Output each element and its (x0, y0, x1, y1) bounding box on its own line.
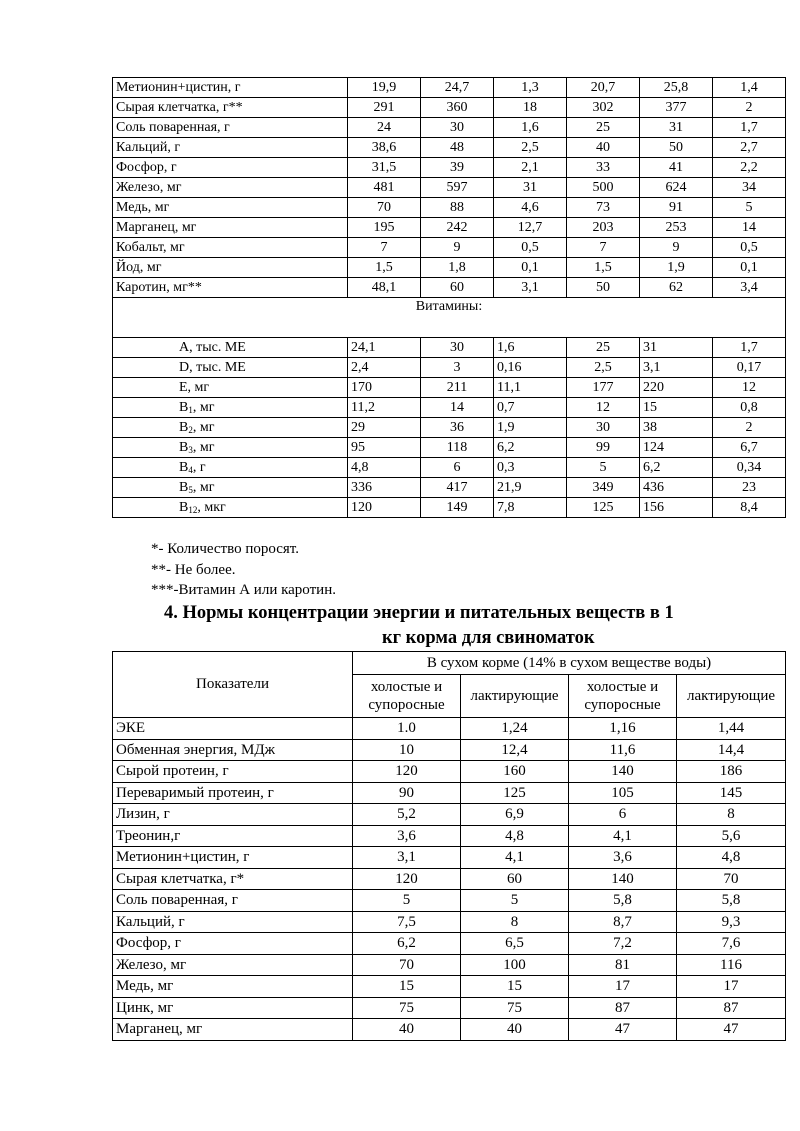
table-cell: 6,9 (461, 804, 569, 826)
table-cell: 1,5 (567, 258, 640, 278)
table-cell: 50 (567, 278, 640, 298)
table-cell: 170 (348, 378, 421, 398)
table-row (113, 718, 786, 740)
vitamin-name: $В_{12}$, мкг (113, 498, 348, 518)
table-cell: 2,4 (348, 358, 421, 378)
table-cell: 12,4 (461, 739, 569, 761)
footnotes (151, 539, 336, 601)
vitamins-section-row (113, 298, 786, 338)
table-cell: 90 (353, 782, 461, 804)
table-cell: 15 (353, 976, 461, 998)
table-cell: 0,16 (494, 358, 567, 378)
table-row (113, 178, 786, 198)
table-row (113, 976, 786, 998)
table-cell: 0,3 (494, 458, 567, 478)
vitamin-row (113, 418, 786, 438)
nutrient-table-continued (112, 77, 786, 518)
indicator-header: Показатели (113, 652, 353, 718)
table-cell: 1,9 (640, 258, 713, 278)
table-cell: 88 (421, 198, 494, 218)
table-row (113, 868, 786, 890)
table-cell: Сырой протеин, г (113, 761, 353, 783)
table-row (113, 118, 786, 138)
table-cell: 7 (567, 238, 640, 258)
table-cell: Каротин, мг** (113, 278, 348, 298)
table-cell: Фосфор, г (113, 158, 348, 178)
table-cell: 2,1 (494, 158, 567, 178)
table-row (113, 954, 786, 976)
footnote: ***-Витамин А или каротин. (151, 582, 336, 598)
table-cell: 120 (353, 868, 461, 890)
table-cell: 5 (353, 890, 461, 912)
table-cell: Кальций, г (113, 911, 353, 933)
table-cell: 31,5 (348, 158, 421, 178)
table-cell: 17 (569, 976, 677, 998)
table-cell: Кобальт, мг (113, 238, 348, 258)
table-cell: 15 (461, 976, 569, 998)
table-cell: 116 (677, 954, 786, 976)
table-cell: 87 (677, 997, 786, 1019)
table-cell: 11,2 (348, 398, 421, 418)
table-cell: 75 (353, 997, 461, 1019)
table-cell: 118 (421, 438, 494, 458)
table-cell: 40 (461, 1019, 569, 1041)
vitamin-name: Е, мг (113, 378, 348, 398)
table-cell: 1,44 (677, 718, 786, 740)
vitamin-name: $В_2$, мг (113, 418, 348, 438)
table-cell: 377 (640, 98, 713, 118)
vitamin-row (113, 338, 786, 358)
vitamin-name: $В_4$, г (113, 458, 348, 478)
heading-line: кг корма для свиноматок (382, 628, 595, 648)
vitamin-name: $В_1$, мг (113, 398, 348, 418)
table-cell: Переваримый протеин, г (113, 782, 353, 804)
table-cell: 6,2 (640, 458, 713, 478)
table-header-row (113, 652, 786, 675)
table-row (113, 238, 786, 258)
vitamin-name: $В_5$, мг (113, 478, 348, 498)
table-cell: 41 (640, 158, 713, 178)
table-cell: Марганец, мг (113, 218, 348, 238)
table-cell: 7,6 (677, 933, 786, 955)
table-cell: 8,7 (569, 911, 677, 933)
table-cell: Соль поваренная, г (113, 890, 353, 912)
table-cell: Медь, мг (113, 198, 348, 218)
table-cell: 1,7 (713, 338, 786, 358)
table-cell: Треонин,г (113, 825, 353, 847)
table-cell: 70 (353, 954, 461, 976)
table-row (113, 804, 786, 826)
table-cell: 156 (640, 498, 713, 518)
table-cell: 47 (569, 1019, 677, 1041)
table-row (113, 911, 786, 933)
table-cell: Железо, мг (113, 178, 348, 198)
table-cell: 211 (421, 378, 494, 398)
table-cell: 0,34 (713, 458, 786, 478)
table-cell: 100 (461, 954, 569, 976)
table-cell: 75 (461, 997, 569, 1019)
table-cell: Цинк, мг (113, 997, 353, 1019)
table-cell: 417 (421, 478, 494, 498)
table-cell: 5 (567, 458, 640, 478)
table-cell: 120 (353, 761, 461, 783)
table-cell: 19,9 (348, 78, 421, 98)
table-cell: 14,4 (677, 739, 786, 761)
table-cell: 5 (461, 890, 569, 912)
table-cell: 8 (461, 911, 569, 933)
table-cell: 336 (348, 478, 421, 498)
table-cell: 124 (640, 438, 713, 458)
table-row (113, 278, 786, 298)
subheader-cell: холостые и супоросные (353, 675, 461, 718)
table-cell: 24,7 (421, 78, 494, 98)
table-cell: 242 (421, 218, 494, 238)
table-cell: 3,6 (353, 825, 461, 847)
table-cell: Сырая клетчатка, г* (113, 868, 353, 890)
table-cell: 0,5 (494, 238, 567, 258)
table-cell: 6 (569, 804, 677, 826)
table-cell: 120 (348, 498, 421, 518)
table-cell: 140 (569, 761, 677, 783)
vitamins-label: Витамины: (113, 298, 786, 338)
section-heading (112, 601, 785, 651)
table-cell: 17 (677, 976, 786, 998)
table-row (113, 890, 786, 912)
vitamin-row (113, 378, 786, 398)
table-cell: 1,7 (713, 118, 786, 138)
table-cell: Обменная энергия, МДж (113, 739, 353, 761)
vitamin-row (113, 498, 786, 518)
table-cell: 40 (567, 138, 640, 158)
table-cell: 60 (461, 868, 569, 890)
table-cell: Метионин+цистин, г (113, 78, 348, 98)
vitamin-name: А, тыс. МЕ (113, 338, 348, 358)
table-cell: 125 (461, 782, 569, 804)
table-cell: 91 (640, 198, 713, 218)
table-cell: 1,4 (713, 78, 786, 98)
table-cell: 14 (713, 218, 786, 238)
table-cell: 7,2 (569, 933, 677, 955)
table-cell: 0,8 (713, 398, 786, 418)
table-cell: Железо, мг (113, 954, 353, 976)
vitamin-name: D, тыс. МЕ (113, 358, 348, 378)
table-cell: 125 (567, 498, 640, 518)
table-cell: 4,8 (348, 458, 421, 478)
table-row (113, 847, 786, 869)
table-cell: 3,1 (494, 278, 567, 298)
table-cell: 14 (421, 398, 494, 418)
vitamin-row (113, 478, 786, 498)
subheader-cell: лактирующие (461, 675, 569, 718)
table-cell: Соль поваренная, г (113, 118, 348, 138)
table-cell: 39 (421, 158, 494, 178)
table-cell: 1,8 (421, 258, 494, 278)
table-cell: 87 (569, 997, 677, 1019)
table-cell: 25 (567, 118, 640, 138)
table-cell: 6,2 (494, 438, 567, 458)
table-cell: 15 (640, 398, 713, 418)
table-cell: 1,6 (494, 118, 567, 138)
table-cell: ЭКЕ (113, 718, 353, 740)
table-cell: 3,1 (640, 358, 713, 378)
table-cell: 50 (640, 138, 713, 158)
table-cell: 624 (640, 178, 713, 198)
table-cell: 20,7 (567, 78, 640, 98)
table-cell: 1,3 (494, 78, 567, 98)
table-cell: 105 (569, 782, 677, 804)
table-cell: 12 (713, 378, 786, 398)
table-cell: 0,1 (494, 258, 567, 278)
table-cell: 2 (713, 418, 786, 438)
table-cell: 349 (567, 478, 640, 498)
table-cell: 360 (421, 98, 494, 118)
table-cell: Медь, мг (113, 976, 353, 998)
table-cell: 3,1 (353, 847, 461, 869)
table-cell: Кальций, г (113, 138, 348, 158)
table-cell: 36 (421, 418, 494, 438)
footnote: **- Не более. (151, 561, 236, 578)
table-cell: 2,7 (713, 138, 786, 158)
table-cell: 149 (421, 498, 494, 518)
table-cell: Лизин, г (113, 804, 353, 826)
table-cell: 1,24 (461, 718, 569, 740)
group-header: В сухом корме (14% в сухом веществе воды) (353, 652, 786, 675)
table-row (113, 98, 786, 118)
table-cell: 21,9 (494, 478, 567, 498)
table-cell: 5,6 (677, 825, 786, 847)
table-cell: 25 (567, 338, 640, 358)
table-cell: 30 (421, 118, 494, 138)
table-cell: 3,6 (569, 847, 677, 869)
table-cell: 203 (567, 218, 640, 238)
table-cell: 3,4 (713, 278, 786, 298)
table-cell: 2,5 (567, 358, 640, 378)
table-cell: 48 (421, 138, 494, 158)
table-cell: 5 (713, 198, 786, 218)
sow-feed-norms-table (112, 651, 786, 1041)
table-cell: 4,8 (677, 847, 786, 869)
table-cell: 5,8 (569, 890, 677, 912)
table-cell: 291 (348, 98, 421, 118)
table-cell: 81 (569, 954, 677, 976)
table-cell: 0,1 (713, 258, 786, 278)
table-cell: 73 (567, 198, 640, 218)
table-cell: 4,6 (494, 198, 567, 218)
table-cell: 6,7 (713, 438, 786, 458)
table-cell: 40 (353, 1019, 461, 1041)
table-cell: 70 (677, 868, 786, 890)
table-row (113, 825, 786, 847)
table-cell: 12,7 (494, 218, 567, 238)
table-row (113, 138, 786, 158)
table-cell: 220 (640, 378, 713, 398)
table-cell: 11,1 (494, 378, 567, 398)
table-cell: 10 (353, 739, 461, 761)
table-cell: 47 (677, 1019, 786, 1041)
heading-line: 4. Нормы концентрации энергии и питательных веществ в 1 (164, 603, 674, 623)
table-cell: 186 (677, 761, 786, 783)
table-cell: 1,5 (348, 258, 421, 278)
table-cell: Йод, мг (113, 258, 348, 278)
table-cell: 6,2 (353, 933, 461, 955)
table-row (113, 258, 786, 278)
table-cell: 7 (348, 238, 421, 258)
table-row (113, 933, 786, 955)
table-cell: 31 (640, 338, 713, 358)
table-cell: 6,5 (461, 933, 569, 955)
vitamin-row (113, 398, 786, 418)
table-cell: 31 (494, 178, 567, 198)
table-cell: 0,5 (713, 238, 786, 258)
table-cell: 30 (421, 338, 494, 358)
table-cell: 0,17 (713, 358, 786, 378)
table-row (113, 997, 786, 1019)
table-cell: 48,1 (348, 278, 421, 298)
table-cell: 8,4 (713, 498, 786, 518)
table-cell: 2,2 (713, 158, 786, 178)
table-cell: 5,2 (353, 804, 461, 826)
table-row (113, 739, 786, 761)
vitamin-row (113, 458, 786, 478)
table-row (113, 78, 786, 98)
table-cell: 18 (494, 98, 567, 118)
table-cell: 7,5 (353, 911, 461, 933)
table-cell: 500 (567, 178, 640, 198)
table-cell: 2 (713, 98, 786, 118)
table-cell: 7,8 (494, 498, 567, 518)
table-cell: 23 (713, 478, 786, 498)
table-cell: 177 (567, 378, 640, 398)
vitamin-row (113, 358, 786, 378)
table-cell: Марганец, мг (113, 1019, 353, 1041)
table-cell: Метионин+цистин, г (113, 847, 353, 869)
table-cell: 3 (421, 358, 494, 378)
table-cell: 9 (421, 238, 494, 258)
table-cell: 31 (640, 118, 713, 138)
table-cell: 38,6 (348, 138, 421, 158)
footnote: *- Количество поросят. (151, 541, 299, 557)
table-cell: 145 (677, 782, 786, 804)
table-cell: 9,3 (677, 911, 786, 933)
table-cell: 95 (348, 438, 421, 458)
table-row (113, 198, 786, 218)
table-cell: 1,6 (494, 338, 567, 358)
table-row (113, 218, 786, 238)
table-cell: Сырая клетчатка, г** (113, 98, 348, 118)
table-row (113, 782, 786, 804)
table-cell: 140 (569, 868, 677, 890)
table-cell: 99 (567, 438, 640, 458)
table-cell: 597 (421, 178, 494, 198)
table-cell: 253 (640, 218, 713, 238)
table-cell: 4,8 (461, 825, 569, 847)
table-cell: 1,9 (494, 418, 567, 438)
table-cell: 25,8 (640, 78, 713, 98)
table-cell: 302 (567, 98, 640, 118)
table-cell: 70 (348, 198, 421, 218)
table-cell: 29 (348, 418, 421, 438)
table-cell: 436 (640, 478, 713, 498)
table-cell: 33 (567, 158, 640, 178)
table-cell: 1.0 (353, 718, 461, 740)
table-cell: 6 (421, 458, 494, 478)
table-row (113, 1019, 786, 1041)
table-cell: 2,5 (494, 138, 567, 158)
table-cell: Фосфор, г (113, 933, 353, 955)
vitamin-name: $В_3$, мг (113, 438, 348, 458)
table-cell: 62 (640, 278, 713, 298)
subheader-cell: холостые и супоросные (569, 675, 677, 718)
table-cell: 0,7 (494, 398, 567, 418)
table-cell: 4,1 (569, 825, 677, 847)
table-cell: 11,6 (569, 739, 677, 761)
table-row (113, 158, 786, 178)
table-cell: 24,1 (348, 338, 421, 358)
table-cell: 12 (567, 398, 640, 418)
table-cell: 8 (677, 804, 786, 826)
vitamin-row (113, 438, 786, 458)
table-cell: 160 (461, 761, 569, 783)
table-cell: 34 (713, 178, 786, 198)
table-cell: 481 (348, 178, 421, 198)
subheader-cell: лактирующие (677, 675, 786, 718)
table-cell: 5,8 (677, 890, 786, 912)
table-cell: 1,16 (569, 718, 677, 740)
table-cell: 38 (640, 418, 713, 438)
table-cell: 24 (348, 118, 421, 138)
table-cell: 9 (640, 238, 713, 258)
table-row (113, 761, 786, 783)
table-cell: 30 (567, 418, 640, 438)
table-cell: 60 (421, 278, 494, 298)
table-cell: 195 (348, 218, 421, 238)
table-cell: 4,1 (461, 847, 569, 869)
